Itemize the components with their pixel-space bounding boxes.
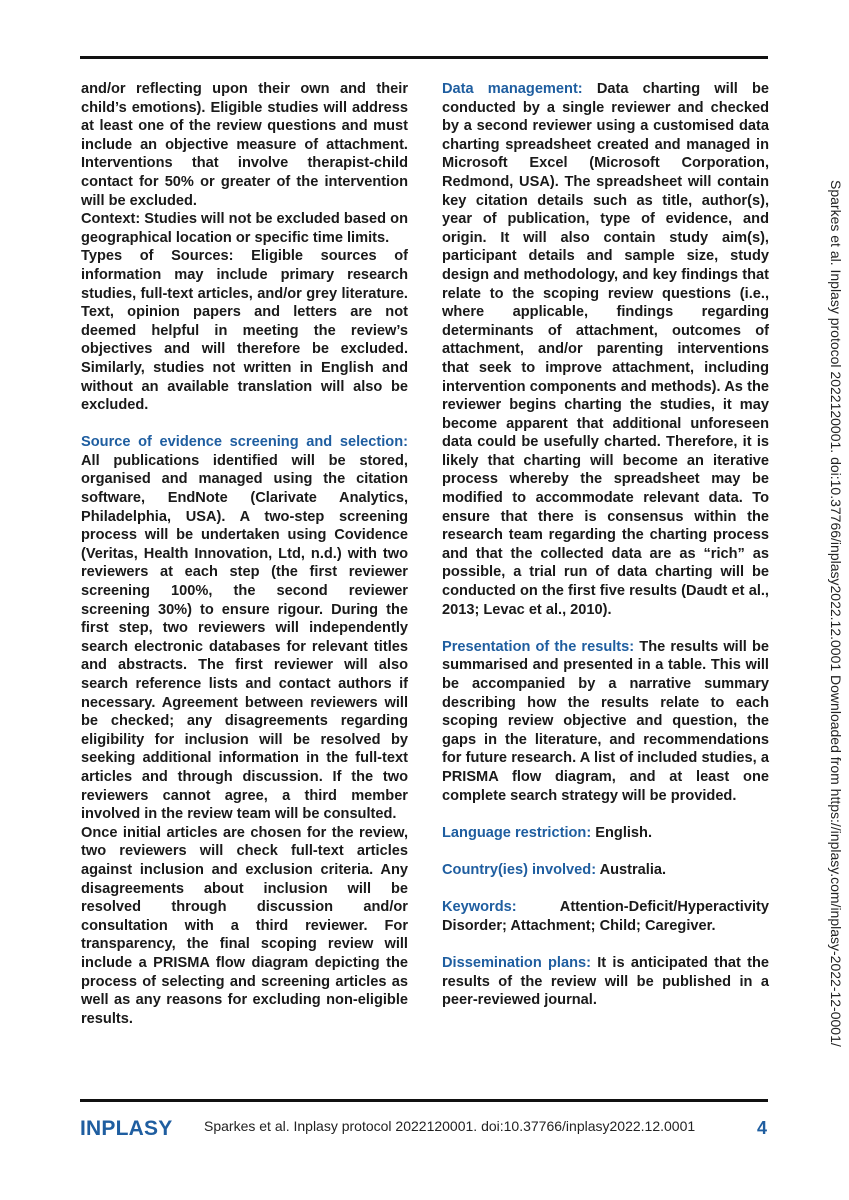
section-heading-presentation: Presentation of the results: bbox=[442, 638, 635, 655]
right-column bbox=[442, 80, 769, 1010]
page-number: 4 bbox=[757, 1118, 768, 1138]
section-language-restriction bbox=[442, 824, 769, 843]
section-body-dissemination: It is anticipated that the results of the review will be published in a peer-reviewed journal. bbox=[442, 954, 769, 1009]
section-presentation-results bbox=[442, 638, 769, 805]
paragraph-context: Context: Studies will not be excluded based on geographical location or specific time limits. bbox=[81, 211, 408, 246]
section-heading-countries: Country(ies) involved: bbox=[442, 861, 597, 878]
footer-citation: Sparkes et al. Inplasy protocol 2022120001. doi:10.37766/inplasy2022.12.0001 bbox=[204, 1118, 696, 1134]
section-body-language: English. bbox=[591, 824, 653, 841]
left-column bbox=[81, 80, 408, 1028]
section-heading-keywords: Keywords: bbox=[442, 899, 517, 916]
section-body-screening: All publications identified will be stored, organised and managed using the citation software, EndNote (Clarivate Analytics, Philadelphia, USA). A two-step screening process will be undertaken using Covidence (Veritas, Health Innovation, Ltd, n.d.) with two reviewers at each step (the first reviewer screening 100%, the second reviewer screening 30%) to ensure rigour. During the first step, two reviewers will independently search electronic databases for relevant titles and abstracts. The first reviewer will also search reference lists and contact authors if necessary. Agreement between reviewers will be checked; any disagreements regarding eligibility for inclusion will be resolved by seeking additional information in the full-text articles and through discussion. If the two reviewers cannot agree, a third member involved in the review team will be consulted. bbox=[81, 452, 408, 823]
paragraph-initial-articles: Once initial articles are chosen for the review, two reviewers will check full-text articles against inclusion and exclusion criteria. Any disagreements about inclusion will be resolved through discussion and/or consultation with a third reviewer. For transparency, the final scoping review will include a PRISMA flow diagram depicting the process of selecting and screening articles as well as any reasons for excluding non-eligible results. bbox=[81, 824, 408, 1027]
section-data-management bbox=[442, 80, 769, 619]
section-keywords bbox=[442, 898, 769, 935]
paragraph-types-of-sources: Types of Sources: Eligible sources of information may include primary research studies, full-text articles, and/or grey literature. Text, opinion papers and letters are not deemed helpful in meeting the review’s objectives and will therefore be excluded. Similarly, studies not written in English and without an available translation will also be excluded. bbox=[81, 248, 408, 414]
section-body-countries: Australia. bbox=[596, 861, 667, 878]
section-dissemination bbox=[442, 954, 769, 1010]
section-screening-selection bbox=[81, 433, 408, 823]
section-body-data-management: Data charting will be conducted by a single reviewer and checked by a second reviewer using a customised data charting spreadsheet created and managed in Microsoft Excel (Microsoft Corporation, Redmond, USA). The spreadsheet will contain key citation details such as title, author(s), year of publication, type of evidence, and origin. It will also contain study aim(s), participant details and sample size, study design and methodology, and key findings that relate to the scoping review questions (i.e., where applicable, findings regarding determinants of attachment, outcomes of attachment, and/or parenting interventions that seek to improve attachment, including intervention components and methods). As the reviewer begins charting the studies, it may become apparent that additional unforeseen data could be usefully charted. Therefore, it is likely that charting will become an iterative process whereby the spreadsheet may be modified to accommodate relevant data. To ensure that there is consensus within the research team regarding the charting process and that the collected data are as “rich” as possible, a trial run of data charting will be conducted on the first five results (Daudt et al., 2013; Levac et al., 2010). bbox=[442, 81, 770, 618]
side-download-note: Sparkes et al. Inplasy protocol 2022120001. doi:10.37766/inplasy2022.12.0001 Downloaded from https://inplasy.com/inplasy-2022-12-0001/ bbox=[828, 180, 844, 1047]
footer-rule bbox=[80, 1099, 768, 1102]
footer-brand-logo: INPLASY bbox=[80, 1117, 173, 1140]
paragraph-participants-end: and/or reflecting upon their own and their child’s emotions). Eligible studies will address at least one of the review questions and must include an objective measure of attachment. Interventions that involve therapist-child contact for 50% or greater of the intervention will be excluded. bbox=[81, 81, 408, 209]
header-rule bbox=[80, 56, 768, 59]
section-body-keywords: Attention-Deficit/Hyperactivity Disorder; Attachment; Child; Caregiver. bbox=[442, 899, 769, 934]
section-heading-language: Language restriction: bbox=[442, 824, 592, 841]
section-countries bbox=[442, 861, 769, 880]
section-body-presentation: The results will be summarised and presented in a table. This will be accompanied by a narrative summary describing how the results relate to each scoping review objective and question, the gaps in the literature, and recommendations for future research. A list of included studies, a PRISMA flow diagram, and at least one complete search strategy will be provided. bbox=[442, 638, 769, 804]
section-heading-data-management: Data management: bbox=[442, 81, 583, 97]
section-heading-screening: Source of evidence screening and selection: bbox=[81, 434, 408, 451]
section-heading-dissemination: Dissemination plans: bbox=[442, 954, 591, 971]
